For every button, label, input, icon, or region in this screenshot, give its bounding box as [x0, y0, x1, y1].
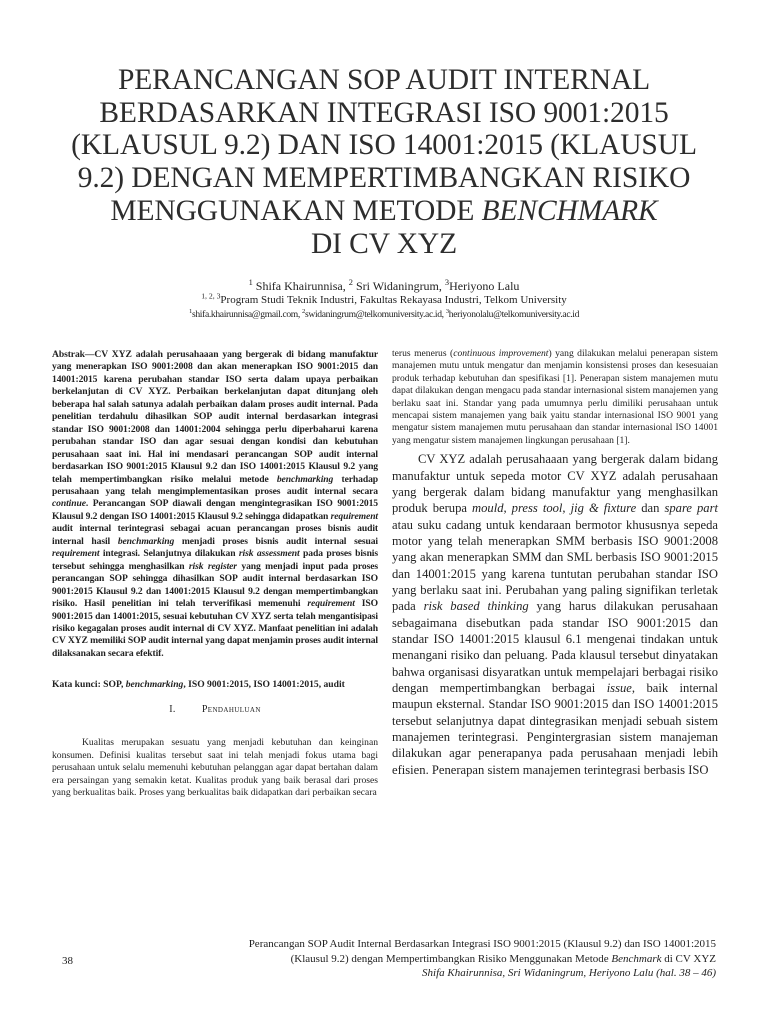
footer-line-1: Perancangan SOP Audit Internal Berdasarkan Integrasi ISO 9001:2015 (Klausul 9.2) dan ISO 14001:2015 — [248, 938, 716, 950]
keywords-italic: benchmarking — [125, 679, 184, 691]
email-2-marker: 2 — [302, 307, 306, 315]
body-paragraph — [392, 451, 718, 778]
title-line-1: PERANCANGAN SOP AUDIT INTERNAL — [117, 64, 651, 96]
title-line-5-italic: BENCHMARK — [481, 194, 658, 227]
author-list — [40, 279, 728, 293]
title-line-2: BERDASARKAN INTEGRASI ISO 9001:2015 — [99, 96, 669, 129]
email-3-marker: 3 — [445, 307, 449, 315]
abstract-italic: benchmarking — [117, 535, 175, 547]
body-italic: spare part — [664, 501, 718, 516]
footer-line-2-text: di CV XYZ — [661, 952, 716, 965]
section-number: I. — [169, 703, 176, 715]
body-text: dan — [636, 501, 665, 516]
email-2: swidaningrum@telkomuniversity.ac.id, — [305, 309, 446, 320]
abstract-italic: requirement — [307, 598, 355, 610]
title-line-3: (KLAUSUL 9.2) DAN ISO 14001:2015 (KLAUSUL — [71, 129, 697, 162]
email-3: heriyonolalu@telkomuniversity.ac.id — [448, 309, 580, 320]
footer-line-2 — [200, 952, 716, 967]
body-text: atau suku cadang untuk kendaraan bermotor khususnya sepeda motor yang telah menerapkan SMM berbasis ISO 9001:2008 yang akan menerapkan SMM dan SML berbasis ISO 9001:2015 dan 14001:2015 yang karena tuntutan perubahan standar ISO yang berlaku saat ini. Perubahan yang paling signifikan terletak pada — [392, 517, 718, 614]
author-2-marker: 2 — [348, 278, 353, 287]
abstract-italic: risk assessment — [238, 548, 300, 560]
abstract-text: menjadi proses bisnis audit internal sesuai — [174, 535, 378, 547]
abstract — [52, 349, 378, 660]
keywords-rest: , ISO 9001:2015, ISO 14001:2015, audit — [183, 679, 345, 691]
page-number: 38 — [62, 955, 73, 967]
abstract-italic: continue — [52, 498, 86, 510]
abstract-text: Abstrak—CV XYZ adalah perusahaaan yang bergerak di bidang manufaktur yang menerapkan ISO 9001:2008 dan akan menerapkan ISO 9001:2015 dan 14001:2015 karena perubahan standar ISO serta dalam upaya perbaikan berkelanjutan di CV XYZ. Perbaikan berkelanjutan dapat ditunjang oleh beberapa hal salah satunya adalah perbaikan dalam proses audit internal. Pada penelitian terdahulu dihasilkan SOP audit internal berdasarkan integrasi standar ISO 9001:2008 dan 14001:2004 sehingga perlu diperbaharui karena perubahan standar ISO dan agar sesuai dengan kondisi dan kebutuhan perusahaan saat ini. Hal ini mendasari perancangan SOP audit internal berdasarkan ISO 9001:2015 Klausul 9.2 dan ISO 14001:2015 Klausul 9.2 yang telah mempertimbangkan risiko melalui metode — [52, 349, 378, 485]
abstract-italic: requirement — [52, 548, 100, 560]
body-italic: mould, press tool, jig & fixture — [472, 501, 637, 516]
footer-line-2-italic: Benchmark — [611, 952, 662, 965]
affiliation-text: Program Studi Teknik Industri, Fakultas Rekayasa Industri, Telkom University — [220, 294, 567, 306]
body-text: terus menerus ( — [392, 348, 454, 359]
continued-paragraph — [392, 348, 718, 447]
body-text: yang harus dilakukan perusahaan sebagaimana disebutkan pada standar ISO 9001:2015 dan standar ISO 14001:2015 klausul 6.1 mengenai tindakan untuk menangani risiko dan peluang. Pada klausul tersebut dinyatakan bahwa organisasi disyaratkan untuk mempelajari berbagai risiko dengan mempertimbangkan berbagai — [392, 599, 719, 696]
title-line-5-text: MENGGUNAKAN METODE — [110, 194, 482, 227]
footer-line-3-text: Shifa Khairunnisa, Sri Widaningrum, Heriyono Lalu (hal. 38 – 46) — [422, 967, 716, 980]
abstract-text: . Perancangan SOP diawali dengan mengintegrasikan ISO 9001:2015 Klausul 9.2 dengan ISO 14001:2015 Klausul 9.2 sehingga didapatkan — [52, 498, 378, 522]
abstract-text: yang menjadi input pada proses perancangan SOP sehingga dihasilkan SOP audit internal berdasarkan ISO 9001:2015 Klausul 9.2 dan 14001:2015 Klausul 9.2 dengan mempertimbangkan risiko. Hasil penelitian ini telah terverifikasi memenuhi — [52, 560, 378, 610]
abstract-text: ISO 9001:2015 dan 14001:2015, sesuai kebutuhan CV XYZ serta telah mengantisipasi risiko kegagalan proses audit internal di CV XYZ. Manfaat penelitian ini adalah CV XYZ memiliki SOP audit internal yang dapat menjamin proses audit internal dilaksanakan secara efektif. — [52, 598, 378, 659]
intro-paragraph: Kualitas merupakan sesuatu yang menjadi kebutuhan dan keinginan konsumen. Definisi kualitas tersebut saat ini telah menjadi fokus utama bagi perusahaan untuk selalu memenuhi kebutuhan pelanggan agar dapat bertahan dalam era persaingan yang semakin ketat. Kualitas produk yang baik berasal dari proses yang berkualitas baik. Proses yang berkualitas baik didapatkan dari perbaikan secara — [52, 737, 378, 799]
author-1-name: Shifa Khairunnisa, — [252, 279, 349, 293]
body-text: ) yang dilakukan melalui penerapan sistem manajemen mutu untuk mengatur dan menjamin konsistensi proses dan kesesuaian produk terhadap kebutuhan dan spesifikasi [1]. Penerapan sistem manajemen mutu dapat dilakukan dengan mengacu pada standar internasional sistem manajemen yang berlaku saat ini. Standar yang pada umumnya perlu dimiliki perusahaan untuk mencapai sistem manajemen yang baik yaitu standar internasional ISO 9001 yang mengatur sistem manajemen mutu perusahaan dan standar internasional ISO 14001 yang mengatur sistem manajemen lingkungan perusahaan [1]. — [392, 348, 718, 446]
affiliation-marker: 1, 2, 3 — [201, 291, 221, 301]
body-text: CV XYZ adalah perusahaaan yang bergerak dalam bidang manufaktur untuk sepeda motor CV XYZ adalah perusahaan yang bergerak dalam bidang manufaktur yang menghasilkan produk berupa — [392, 452, 718, 516]
section-heading — [52, 704, 378, 716]
body-italic: continuous improvement — [453, 348, 549, 359]
abstract-text: audit internal terintegrasi sebagai acuan perancangan proses bisnis audit internal hasil — [52, 523, 378, 547]
title-line-6: DI CV XYZ — [310, 227, 458, 260]
author-2-name: Sri Widaningrum, — [352, 279, 445, 293]
paper-title — [40, 64, 728, 260]
running-footer — [200, 937, 716, 981]
section-title: Pendahuluan — [201, 703, 261, 715]
footer-line-3 — [200, 966, 716, 981]
title-line-5 — [40, 195, 728, 228]
title-line-4: 9.2) DENGAN MEMPERTIMBANGKAN RISIKO — [77, 162, 691, 195]
author-3-marker: 3 — [444, 278, 450, 287]
body-italic: risk based thinking — [423, 599, 529, 614]
email-1: shifa.khairunnisa@gmail.com, — [191, 309, 303, 320]
left-column — [52, 349, 378, 800]
email-1-marker: 1 — [188, 307, 192, 315]
keywords-label: Kata kunci: SOP, — [52, 679, 126, 691]
abstract-text: pada proses bisnis tersebut sehingga menghasilkan — [52, 548, 378, 572]
affiliation — [40, 291, 728, 307]
right-column — [392, 348, 718, 778]
keywords — [52, 679, 378, 691]
body-text: , baik internal maupun eksternal. Standar ISO 9001:2015 dan ISO 14001:2015 tersebut selanjutnya dapat dintegrasikan menjadi sebuah sistem manajemen terintegrasi. Pengintergrasian sistem manajeman dilakukan agar penerapanya pada perusahaan menjadi lebih efisien. Penerapan sistem manajemen terintegrasi berbasis ISO — [392, 681, 718, 777]
author-emails — [40, 309, 728, 321]
body-italic: issue — [606, 681, 632, 696]
abstract-italic: risk register — [188, 560, 237, 572]
footer-line-2-text: (Klausul 9.2) dengan Mempertimbangkan Risiko Menggunakan Metode — [290, 952, 612, 965]
abstract-italic: benchmarking — [276, 473, 334, 485]
author-1-marker: 1 — [248, 278, 253, 287]
abstract-text: integrasi. Selanjutnya dilakukan — [99, 548, 239, 560]
author-3-name: Heriyono Lalu — [449, 279, 520, 293]
abstract-italic: requirement — [330, 510, 378, 522]
abstract-text: terhadap perusahaan yang telah mengimplementasikan proses audit internal secara — [52, 473, 378, 497]
